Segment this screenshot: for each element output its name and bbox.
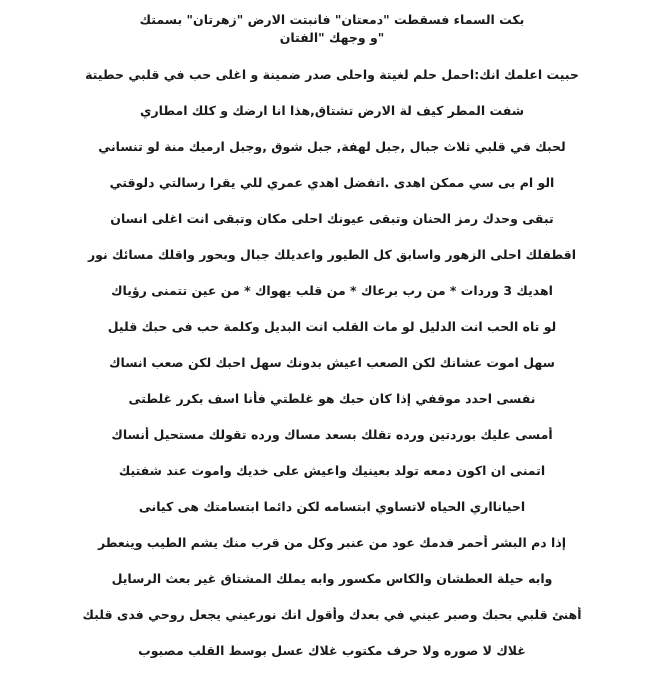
poem-title-line-2: "و وجهك "الفتان bbox=[279, 30, 385, 45]
poem-line: حبيت اعلمك انك:احمل حلم لغيتة واحلى صدر ضمينة و اغلى حب في قلبي حطيتة bbox=[85, 67, 579, 82]
poem-line: اقطفلك احلى الزهور واسابق كل الطيور واعديلك جبال وبحور واقلك مسائك نور bbox=[87, 247, 577, 262]
poem-line: أمسى عليك بوردتين ورده تقلك بسعد مساك ورده تقولك مستحيل أنساك bbox=[111, 427, 553, 442]
poem-line: لحبك في قلبي ثلاث جبال ,جبل لهفة, جبل شوق ,وجبل ارميك منة لو تنساني bbox=[98, 139, 566, 154]
poem-title-line-1: بكت السماء فسقطت "دمعتان" فانبتت الارض "زهرتان" بسمتك bbox=[139, 12, 525, 27]
poem-line: سهل اموت عشانك لكن الصعب اعيش بدونك سهل احبك لكن صعب انساك bbox=[109, 355, 555, 370]
poem-line: وابه حيلة العطشان والكاس مكسور وابه يملك المشتاق غير بعث الرسايل bbox=[111, 571, 553, 586]
poem-line: الو ام بى سي ممكن اهدى .اتفضل اهدي عمري للي يقرا رسالتي دلوقتي bbox=[109, 175, 555, 190]
poem-line: أهنئ قلبي بحبك وصبر عيني في بعدك وأقول انك نورعيني يجعل روحي فدى قلبك bbox=[82, 607, 582, 622]
poem-line: غلاك لا صوره ولا حرف مكتوب غلاك عسل بوسط القلب مصبوب bbox=[138, 643, 526, 658]
poem-line: لو تاه الحب انت الدليل لو مات القلب انت البديل وكلمة حب فى حبك قليل bbox=[107, 319, 557, 334]
poem-line: إذا دم البشر أحمر فدمك عود من عنبر وكل من قرب منك يشم الطيب وينعطر bbox=[97, 535, 567, 550]
poem-line: احيانااري الحياه لاتساوي ابتسامه لكن دائما ابتسامتك هى كيانى bbox=[138, 499, 526, 514]
poem-line: نفسى احدد موقفي إذا كان حبك هو غلطتي فأنا اسف بكرر غلطتى bbox=[128, 391, 536, 406]
poem-line: تبقى وحدك رمز الحنان وتبقى عيونك احلى مكان وتبقى انت اغلى انسان bbox=[110, 211, 554, 226]
poem-line: اتمنى ان اكون دمعه تولد بعينيك واعيش على خديك واموت عند شفتيك bbox=[118, 463, 546, 478]
poem-line: شفت المطر كيف لة الارض تشتاق,هذا انا ارضك و كلك امطاري bbox=[140, 103, 524, 118]
poem-line: اهديك 3 وردات * من رب برعاك * من قلب يهواك * من عين تتمنى رؤياك bbox=[111, 283, 553, 298]
